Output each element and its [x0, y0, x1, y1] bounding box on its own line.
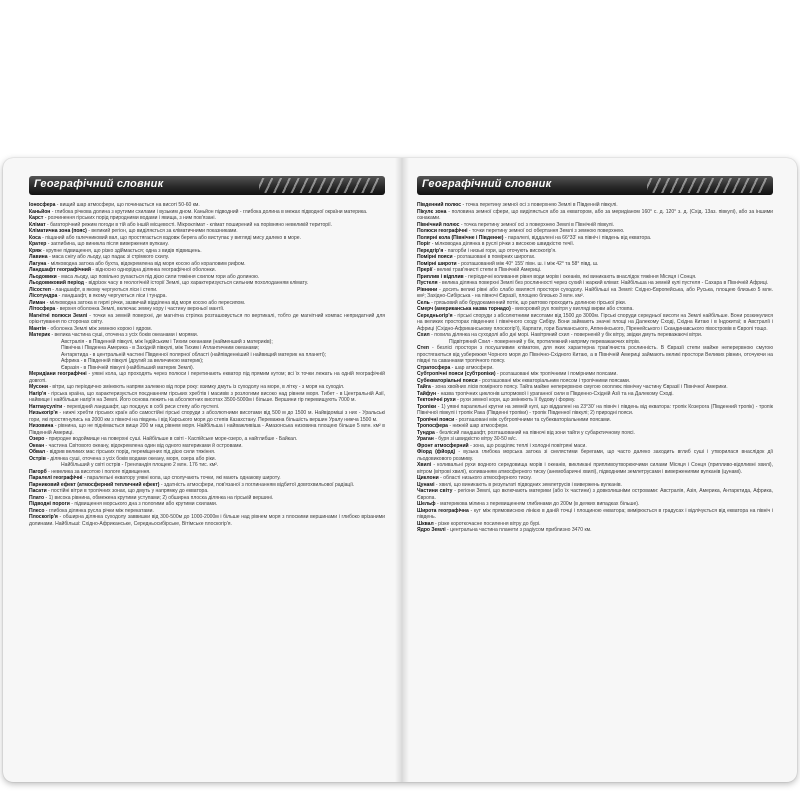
glossary-term: Південний полюс — [417, 202, 462, 208]
glossary-term: Паралелі географічні — [29, 475, 83, 481]
glossary-term: Широта географічна — [417, 507, 469, 514]
glossary-term: Льодовиковий період — [29, 280, 84, 286]
glossary-definition: - великі трав'янисті степи в Північній Америці. — [432, 267, 542, 273]
glossary-term: Стратосфера — [417, 364, 451, 371]
glossary-entry — [417, 287, 773, 300]
glossary-entry — [417, 404, 773, 417]
glossary-definition: - різке короткочасне посилення вітру до бурі. — [433, 520, 541, 527]
glossary-definition: - вихоровий рух повітря у вигляді вирви або стовпа. — [510, 306, 634, 312]
glossary-term: Океан — [29, 442, 45, 449]
booklet-spread — [3, 158, 797, 782]
glossary-entry — [417, 527, 773, 534]
glossary-definition: - велика частина суші, оточена з усіх боків океанами і морями. — [50, 332, 199, 338]
glossary-term: Льодовики — [29, 273, 57, 280]
glossary-definition: - похила ділянка на суходолі або дні морі. Навітряний схил - поверненій у бік вітру, звідки дмуть переважаючі вітри. — [429, 332, 703, 338]
glossary-definition: - розташовані між екваторіальним поясом і тропічними поясами. — [477, 377, 631, 384]
glossary-term: Ядро Землі — [417, 527, 446, 533]
glossary-entry — [29, 313, 385, 326]
glossary-definition: - коливальні рухи водного середовища морів і океанів, викликані припливоутворюючими силами Місяця і Сонця (припливо-відпливні хвилі), вітром (вітрові хвилі), коливанням атмосферного тиску (анемобаричні хвилі), підводними землетрусами і вивержениями вулканів (цунамі). — [417, 462, 773, 475]
glossary-definition: - розчинення гірських порід природними водами і явища, з ним пов'язані. — [43, 215, 216, 221]
glossary-term: Ураган — [417, 436, 434, 442]
glossary-term: Материк — [29, 332, 51, 338]
glossary-definition: - частина Світового океану, відокремлена один від одного материками й островами. — [44, 442, 243, 449]
glossary-term: Хвилі — [417, 462, 432, 468]
glossary-definition: - багаторічний режим погоди в тій або іншій місцевості. Мікроклімат - клімат поширений на порівняно невеликій території. — [45, 221, 333, 228]
glossary-term: Рівнини — [417, 286, 438, 293]
glossary-definition: - заглибина, що виникла після вивержения вулкану. — [46, 241, 169, 247]
glossary-definition: - грязьовий або брудокаменний потік, що раптово проходить долиною гірської ріки. — [429, 299, 627, 306]
glossary-definition: - мілководна затока в гирлі річки, зазвичай відділена від моря косою або пересипом. — [45, 299, 246, 306]
glossary-entry — [417, 488, 773, 501]
glossary-term: Лісотундра — [29, 293, 58, 299]
glossary-entry — [29, 423, 385, 436]
left-page — [29, 176, 385, 527]
glossary-term: Лиман — [29, 299, 46, 306]
glossary-term: Тундра — [417, 429, 435, 436]
glossary-definition: - шар атмосфери. — [450, 364, 494, 371]
right-page — [417, 176, 773, 534]
glossary-term: Пустеля — [417, 280, 438, 286]
glossary-term: Цунамі — [417, 481, 435, 488]
glossary-term: Середньогір'я — [417, 312, 453, 319]
glossary-term: Коса — [29, 234, 41, 241]
glossary-definition: - маса снігу або льоду, що падає зі стрімкого схилу. — [47, 254, 170, 260]
glossary-definition: - велика ділянка поверхні Землі без рослинності через сухий і жаркий клімат. Найбільша на земній кулі пустеля - Сахара в Північній Африці. — [437, 280, 769, 286]
glossary-definition: Євразія - в Північній півкулі (найбільший материк Землі). — [61, 364, 195, 371]
glossary-definition: - 1) висока рівнина, обмежена крутими уступами; 2) обширна плоска ділянка на гірській вершині. — [44, 494, 274, 501]
glossary-term: Магнітні полюси Землі — [29, 312, 88, 319]
glossary-definition: - невелика за висотою і пологе підвищення. — [46, 468, 151, 475]
binding-spine — [395, 158, 409, 782]
glossary-definition: - природне водоймище на поверхні суші. Найбільше в світі - Каспійське море-озеро, а найглибше - Байкал. — [44, 436, 298, 442]
glossary-entry — [417, 508, 773, 521]
glossary-definition: - назва тропічних циклонів штормової і ураганної сили в Південно-Східній Азії та на Далекому Сході. — [436, 390, 674, 397]
glossary-term: Тайфун — [417, 390, 437, 397]
banner-stripes — [259, 178, 379, 193]
glossary-definition: - рівнина, що не піднімається вище 200 м над рівнем моря. Найбільша і найважливіша - Амазонська низовина площею більше 5 млн. км² в Південній Америці. — [29, 423, 385, 436]
glossary-term: Плесо — [29, 507, 45, 514]
glossary-definition: - розташовані в помірних широтах. — [452, 254, 536, 260]
glossary-definition: - розташовані між субтропічними та субекваторіальними поясами. — [454, 416, 612, 423]
glossary-term: Підводні пороги — [29, 501, 70, 507]
glossary-definition: - підвищення морського дна з пологими або крутими схилами. — [69, 501, 218, 507]
left-page-title: Географічний словник — [34, 178, 164, 190]
glossary-definition: - точка перетину земної осі з поверхнею Землі в Південній півкулі. — [461, 202, 618, 208]
glossary-term: Низовина — [29, 423, 54, 429]
glossary-term: Помірні широти — [417, 260, 457, 267]
glossary-definition: - постійні вітри в тропічних зонах, що дмуть у напрямку до екватора. — [46, 488, 209, 494]
glossary-term: Каньйон — [29, 208, 51, 215]
glossary-definition: - маса льоду, що повільно рухається під дією сили тяжіння схилом гори або долиною. — [56, 273, 260, 280]
glossary-term: Поріг — [417, 241, 431, 247]
glossary-term: Циклони — [417, 475, 439, 481]
left-glossary-list — [29, 202, 385, 527]
glossary-definition: - перехідний ландшафт, що поєднує в собі риси степу або пустелі. — [62, 403, 220, 410]
glossary-term: Ландшафт географічний — [29, 267, 91, 273]
glossary-definition: - точки перетину земної осі обертання Землі з земною поверхнею. — [467, 228, 625, 234]
glossary-term: Мантія — [29, 325, 46, 332]
glossary-term: Парниковий ефект (атмосферний тепличний ефект) — [29, 481, 160, 488]
glossary-definition: - розташований між 40° 155' півн. ш. і між 42° та 58° півд. ш. — [456, 260, 599, 267]
glossary-definition: - материкова мілина з перевищенням глибинами до 200м (в деяких випадках більше). — [435, 501, 640, 507]
glossary-definition: - регіони Землі, що включають материки (або їх частини) з довколишніми островами: Австралія, Азія, Америка, Антарктида, Африка, Європа. — [417, 488, 773, 501]
glossary-definition: - верхня оболонка Землі, включає земну кору і частину верхньої мантії. — [55, 306, 225, 312]
glossary-term: Схил — [417, 332, 430, 338]
glossary-definition: Північна і Південна Америка - в Західній півкулі, між Тихим і Атлантичним океанами; — [61, 345, 260, 351]
glossary-definition: - пагорби і низькі гори, що оточують високогір'я. — [443, 247, 557, 254]
glossary-term: Пасати — [29, 488, 47, 494]
glossary-term: Літосфера — [29, 306, 56, 312]
glossary-definition: - зона хвойних лісів помірного поясу. Тайга майже неперервною смугою охоплює північну частину Євразії і Північної Америки. — [430, 384, 728, 390]
right-title-banner — [417, 176, 773, 197]
glossary-term: Степ — [417, 345, 429, 351]
glossary-definition: - центральна частина планети з радіусом приблизно 3470 км. — [445, 527, 592, 533]
glossary-definition: - кут між прямовисною лінією в даній точці і площиною екватора; вимірюється в градусах і відлічується від екватора на північ і південь. — [417, 507, 774, 520]
glossary-definition: Африка - в Південній півкулі (другий за величиною материк); — [61, 358, 204, 364]
glossary-term: Лісостеп — [29, 286, 51, 293]
left-title-banner — [29, 176, 385, 197]
glossary-term: Фронт атмосферний — [417, 442, 469, 449]
glossary-entry — [417, 462, 773, 475]
glossary-definition: - обширна ділянка суходолу заввишки від 300-500м до 1000-2000м і більше над рівнем моря з плоскими вершинами і глибоко врізаними долинами. Найбільші: Східно-Африканське, Середньосибірське, Вітімське плоскогір'я. — [29, 514, 385, 527]
glossary-definition: Австралія - в Південній півкулі, між Індійським і Тихим океанами (найменший з материків); — [61, 338, 273, 345]
glossary-entry — [417, 313, 773, 333]
glossary-entry — [417, 209, 773, 222]
glossary-term: Клімат — [29, 221, 46, 228]
glossary-term: Пікулє зона — [417, 208, 447, 215]
glossary-entry — [29, 410, 385, 423]
glossary-term: Кліматична зона (пояс) — [29, 228, 87, 234]
glossary-term: Лагуна — [29, 260, 47, 267]
glossary-definition: - ландшафт, в якому чергуються ліси і тундра. — [57, 293, 167, 299]
glossary-term: Натпаусуліти — [29, 403, 63, 410]
glossary-term: Тайга — [417, 384, 431, 390]
glossary-definition: - нижчі хребти гірських країн або самостійні гірські споруди з абсолютними висотами від 500 м до 1500 м. Найвідоміші з них - Уральські гори, які простягнулись на 2000 км з півночі на південь і від Карського моря до степів Казахстану. Переважна більшість вершин Уралу нижча 1500 м. — [29, 410, 385, 423]
glossary-definition: - здатність атмосфери, пов'язаної з поглинанням відбитої довгохвильової радіації. — [159, 481, 355, 488]
glossary-definition: - зона, що розділяє теплі і холодні повітряні маси. — [468, 442, 587, 449]
glossary-definition: - ділянка суші, оточена з усіх боків водами океану, моря, озера або ріки. — [45, 455, 217, 462]
glossary-term: Полярні кола (Північне і Південне) — [417, 234, 504, 241]
glossary-term: Озеро — [29, 436, 45, 442]
glossary-entry — [29, 391, 385, 404]
glossary-term: Іоносфера — [29, 202, 56, 208]
glossary-term: Субекваторіальні пояси — [417, 377, 478, 384]
glossary-definition: - крупне підвищення, що різко здіймається; одна з видів підвищень. — [41, 247, 202, 254]
glossary-definition: - хвилі, що виникають в результаті підводних землетрусів і вивержень вулканів. — [434, 481, 622, 488]
glossary-definition: - гірська країна, що характеризується поєднанням гірських хребтів і масивів з розлогими високо над рівнем моря. Тибет - в Центральній Азії, найвище і найбільше нагір'я на Землі. Його основа лежить на абсолютних висотах 3500-5000м і більше. Вершини гір перевищують 7000 м. — [29, 390, 385, 403]
glossary-definition: - розташовані між тропічними і помірними поясами. — [495, 371, 618, 377]
glossary-term: Мусони — [29, 384, 48, 390]
glossary-term: Тропічні пояси — [417, 416, 455, 423]
glossary-term: Карст — [29, 215, 44, 221]
glossary-term: Сель — [417, 299, 430, 306]
glossary-definition: - вищий шар атмосфери, що починається на висоті 50-60 км. — [55, 202, 200, 208]
glossary-definition: - періодичні коливання рівня води морів і океанів, які виникають внаслідок тяжіння Місяця і Сонця. — [463, 273, 697, 280]
glossary-term: Тропосфера — [417, 423, 448, 429]
glossary-definition: - відносно однорідна ділянка географічної оболонки. — [90, 267, 216, 273]
glossary-term: Обвал — [29, 449, 46, 455]
glossary-term: Прерії — [417, 267, 433, 273]
glossary-definition: - відрив великих мас гірських порід, переміщених під дією сили тяжіння. — [45, 449, 216, 455]
glossary-term: Острів — [29, 455, 46, 462]
glossary-entry — [417, 449, 773, 462]
glossary-term: Тропіки — [417, 403, 437, 410]
glossary-term: Меридіани географічні — [29, 371, 87, 377]
glossary-definition: - 1) уявні паралельні кругни на земній кулі, що віддалені на 23°30' на північ і південь від екватора: тропік Козерога (Південний тропік) - тропік Північної півкулі і тропік Рака (Південні тропіки) - тропік Південної півкулі; 2) природні пояси. — [417, 403, 773, 416]
glossary-definition: - точки на земній поверхні, де магнітна стрілка розташовується по вертикалі, тобто де магнітний компас непридатний для орієнтування по сторонах світу. — [29, 312, 385, 325]
glossary-definition: - досить великі рівні або слабо хвилясті простори суходолу. Найбільші на Землі: Східно-Європейська, або Руська, площею близько 5 млн. км²; Західно-Сибірська - на півночі Євразії, площею близько 3 млн. км². — [417, 286, 773, 299]
glossary-term: Шельф — [417, 501, 436, 507]
glossary-definition: - паралельні екватору уявні кола, що сполучають точки, які мають однакову широту. — [82, 475, 281, 481]
glossary-term: Приплив і відплив — [417, 273, 464, 280]
glossary-definition: - рухи земної кори, що змінюють її будову і форму. — [455, 397, 576, 403]
glossary-definition: - уявні кола, що проходять через полюси і перетинають екватор під прямим кутом; всі їх точки лежать на одній географічній довготі. — [29, 371, 385, 384]
glossary-definition: - безлісі простори з посушливим кліматом, для яких характерна трав'яниста рослинність. В Євразії степи майже неперервною смугою простягаються від узбережжя Чорного моря до Північно-Східного Китаю, а в Північній Америці займають великі простори Великих рівнин, оточуючи на півдні та саваннами тропічного поясу. — [417, 345, 773, 364]
glossary-term: Передгір'я — [417, 247, 444, 254]
glossary-term: Кряж — [29, 247, 42, 254]
glossary-definition: - оболонка Землі між земною корою і ядром. — [45, 325, 152, 332]
right-page-title: Географічний словник — [422, 178, 552, 190]
glossary-term: Полюси географічні — [417, 228, 468, 234]
glossary-term: Субтропічні пояси (субтропіки) — [417, 371, 496, 377]
glossary-term: Низькогір'я — [29, 410, 58, 416]
glossary-term: Лавина — [29, 254, 48, 260]
glossary-definition: - піщаний або галечниковий вал, що простягається вздовж берега або виступає у вигляді мису далеко в море. — [40, 234, 301, 241]
glossary-term: Кратер — [29, 241, 47, 247]
glossary-term: Пагорб — [29, 468, 47, 475]
glossary-entry — [29, 371, 385, 384]
glossary-definition: - гірські споруди з абсолютними висотами від 1500 до 3000м. Гірські споруди середньої висоти на Землі найбільше. Вони розкинулися на великих просторах південних і північного сходу Сибіру. Вони займають значні площі на Далекому Сході, Східна Китаю і в Індокитаї; в Австралії і Африці (Східно-Африканському плоскогір'ї), Карпати, гори Балканського, Аппенінського, Піренейського і Скандинавського півостровів в Європі тощо. — [417, 312, 773, 332]
glossary-definition: - відрізок часу в геологічній історії Землі, що характеризується сильним похолоданням клімату. — [83, 280, 309, 286]
glossary-definition: Найбільший у світі острів - Гренландія площею 2 млн. 176 тис. км². — [61, 462, 219, 468]
glossary-definition: - вузька глибока морська затока зі скелястими берегами, що часто далеко заходить вглиб суші і утворилася внаслідок дії льодовикового розмиву. — [417, 449, 773, 462]
glossary-term: Шквал — [417, 520, 434, 527]
glossary-definition: - точка перетину земної осі з поверхнею Землі в Північній півкулі. — [459, 221, 615, 228]
glossary-definition: - вітри, що періодично змінюють напрям залежно від пори року: взимку дмуть із суходолу на море, в літку - з моря на суходіл. — [47, 384, 345, 390]
glossary-definition: - області низького атмосферного тиску. — [438, 475, 532, 481]
glossary-definition: Підвітряний Схил - повернений у бік, протилежний напряму переважаючих вітрів. — [449, 338, 641, 345]
glossary-definition: - безлісий ландшафт, розташований на півночі від зони тайги у субарктичному поясі. — [434, 429, 635, 436]
glossary-term: Фіорд (фйорд) — [417, 449, 456, 455]
glossary-entry — [417, 345, 773, 365]
glossary-definition: - глибока ділянка русла річки між перекатами. — [44, 507, 154, 514]
glossary-entry — [29, 514, 385, 527]
glossary-definition: Антарктида - в центральній частині Південної полярної області (найпівденніший і найвищий материк на планеті); — [61, 351, 327, 358]
glossary-definition: - буря зі швидкістю вітру 30-50 м/с. — [433, 436, 517, 442]
glossary-definition: - великий регіон, що виділяється за кліматичними показниками. — [86, 228, 238, 234]
glossary-definition: - глибока річкова долина з крутими схилами і вузьким дном. Каньйон підводний - глибока долина в межах підводної окраїни материка. — [50, 208, 368, 215]
glossary-definition: - паралелі, віддалені на 66°33' на північ і південь від екватора. — [503, 234, 652, 241]
glossary-term: Смерч (американська назва торнадо) — [417, 306, 511, 312]
glossary-term: Частини світу — [417, 488, 453, 494]
glossary-term: Плато — [29, 494, 45, 501]
right-glossary-list — [417, 202, 773, 534]
glossary-definition: - половина земної сфери, що виділяється або за екватором, або за меридіаном 160° с. д. 120° з. д. (Схід. 13аз. півкулі), або за іншими ознаками. — [417, 208, 773, 221]
glossary-definition: - нижній шар атмосфери. — [447, 423, 509, 429]
glossary-term: Тектонічні рухи — [417, 397, 456, 403]
glossary-definition: - мілководна затока або бухта, відокремлена від моря косою або кораловим рифом. — [46, 260, 246, 267]
banner-stripes — [647, 178, 767, 193]
glossary-definition: - мілководна ділянка в руслі річки з високою швидкістю течії. — [430, 241, 575, 247]
glossary-definition: - ландшафт, в якому чергуються ліси і степи. — [50, 286, 158, 293]
glossary-term: Помірні пояси — [417, 254, 453, 260]
glossary-term: Північний полюс — [417, 221, 460, 228]
glossary-term: Нагір'я — [29, 390, 47, 397]
glossary-term: Плоскогір'я — [29, 514, 58, 520]
